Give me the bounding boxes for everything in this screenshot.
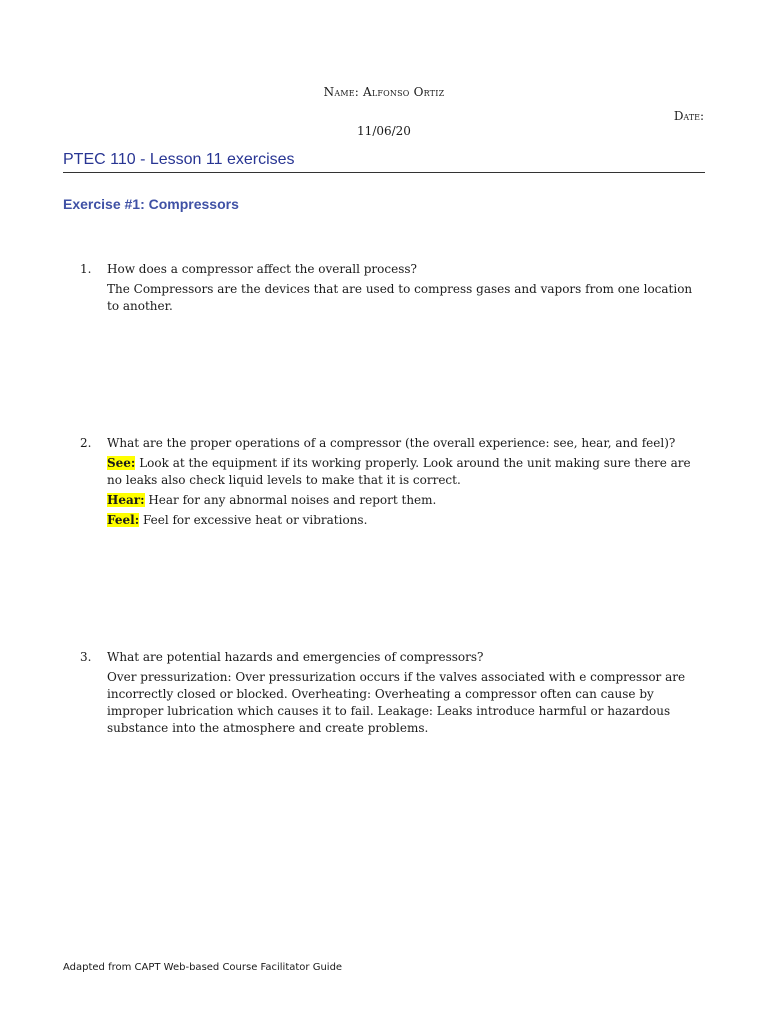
date-value: 11/06/20 <box>357 124 411 138</box>
question-1 <box>80 261 705 318</box>
question-3 <box>80 649 705 740</box>
feel-label: Feel: <box>107 513 140 527</box>
question-2 <box>80 435 705 532</box>
answer-text: Over pressurization: Over pressurization occurs if the valves associated with e compressor are incorrectly closed or blocked. Overheating: Overheating a compressor often can cause by improper lubrication which causes it to fail. Leakage: Leaks introduce harmful or hazardous substance into the atmosphere and create problems. <box>107 670 686 735</box>
feel-text: Feel for excessive heat or vibrations. <box>139 513 368 527</box>
question-text: What are potential hazards and emergencies of compressors? <box>107 650 484 664</box>
see-text: Look at the equipment if its working properly. Look around the unit making sure there are no leaks also check liquid levels to make that it is correct. <box>107 456 691 487</box>
answer-2 <box>107 455 705 529</box>
answer-hear <box>107 492 705 509</box>
question-number: 2. <box>80 436 92 450</box>
question-text: What are the proper operations of a compressor (the overall experience: see, hear, and feel)? <box>107 436 676 450</box>
title-divider <box>63 172 705 173</box>
hear-label: Hear: <box>107 493 145 507</box>
question-number: 1. <box>80 262 92 276</box>
question-number: 3. <box>80 650 92 664</box>
see-label: See: <box>107 456 136 470</box>
hear-text: Hear for any abnormal noises and report them. <box>144 493 437 507</box>
question-text: How does a compressor affect the overall process? <box>107 262 417 276</box>
answer-feel <box>107 512 705 529</box>
answer-see <box>107 455 705 489</box>
document-title: PTEC 110 - Lesson 11 exercises <box>63 151 295 168</box>
page-footer: Adapted from CAPT Web-based Course Facilitator Guide <box>63 962 343 973</box>
answer-1 <box>107 281 705 315</box>
date-label: Date: <box>673 109 704 123</box>
student-name: Name: Alfonso Ortiz <box>323 85 445 99</box>
answer-text: The Compressors are the devices that are used to compress gases and vapors from one location to another. <box>107 282 693 313</box>
section-title: Exercise #1: Compressors <box>63 196 239 212</box>
answer-3 <box>107 669 705 737</box>
